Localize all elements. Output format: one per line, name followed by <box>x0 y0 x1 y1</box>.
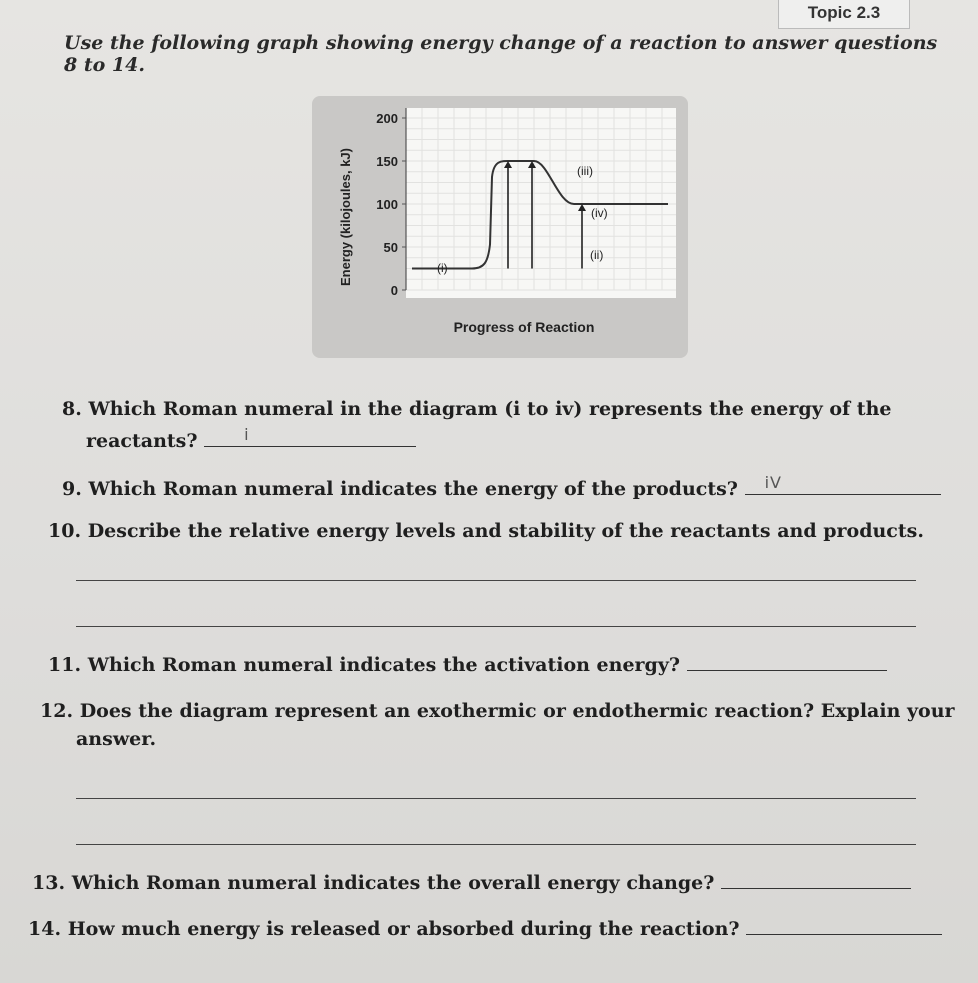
y-tick-labels <box>376 111 406 298</box>
answer-line-12a[interactable] <box>76 798 916 799</box>
handwritten-answer-9: iV <box>764 473 782 492</box>
label-ii: (ii) <box>590 248 604 262</box>
question-text: Which Roman numeral indicates the activation energy? <box>87 654 680 676</box>
y-tick-label: 150 <box>376 154 398 169</box>
question-text: Which Roman numeral indicates the overall energy change? <box>71 872 715 894</box>
question-text: How much energy is released or absorbed during the reaction? <box>67 918 740 940</box>
y-tick-label: 50 <box>383 240 398 255</box>
question-8-cont <box>86 426 416 452</box>
answer-blank-14[interactable] <box>746 914 942 935</box>
handwritten-answer-8: i <box>244 425 250 444</box>
label-iii: (iii) <box>577 164 593 178</box>
question-11 <box>48 650 887 676</box>
energy-diagram <box>312 96 688 358</box>
y-tick-label: 0 <box>390 283 398 298</box>
answer-blank-11[interactable] <box>687 650 887 671</box>
question-10 <box>48 520 924 542</box>
question-number: 10. <box>48 520 82 542</box>
label-iv: (iv) <box>591 206 608 220</box>
question-text: Which Roman numeral indicates the energy of the products? <box>88 478 738 500</box>
question-text: Describe the relative energy levels and stability of the reactants and products. <box>87 520 924 542</box>
answer-blank-9[interactable] <box>745 474 941 495</box>
instructions: Use the following graph showing energy change of a reaction to answer questions 8 to 14. <box>64 32 938 76</box>
question-number: 12. <box>40 700 74 722</box>
label-i: (i) <box>437 261 448 275</box>
question-number: 11. <box>48 654 82 676</box>
question-12 <box>40 700 955 722</box>
x-axis-label: Progress of Reaction <box>453 319 595 335</box>
question-text: Does the diagram represent an exothermic or endothermic reaction? Explain your <box>79 700 955 722</box>
y-tick-label: 200 <box>376 111 398 126</box>
answer-blank-8[interactable] <box>204 426 416 447</box>
topic-tab: Topic 2.3 <box>778 0 910 29</box>
question-text-cont: reactants? <box>86 430 198 452</box>
y-axis-label: Energy (kilojoules, kJ) <box>338 148 353 286</box>
question-text: Which Roman numeral in the diagram (i to iv) represents the energy of the <box>88 398 892 420</box>
energy-chart-svg <box>312 96 688 358</box>
question-13 <box>32 868 911 894</box>
answer-line-10a[interactable] <box>76 580 916 581</box>
question-number: 14. <box>28 918 62 940</box>
answer-blank-13[interactable] <box>721 868 911 889</box>
question-9 <box>62 474 941 500</box>
y-tick-label: 100 <box>376 197 398 212</box>
question-number: 13. <box>32 872 66 894</box>
question-text-cont: answer. <box>76 728 157 750</box>
answer-line-12b[interactable] <box>76 844 916 845</box>
question-number: 8. <box>62 398 82 420</box>
question-14 <box>28 914 942 940</box>
question-12-cont <box>76 728 156 750</box>
question-8 <box>62 398 892 420</box>
question-number: 9. <box>62 478 82 500</box>
answer-line-10b[interactable] <box>76 626 916 627</box>
